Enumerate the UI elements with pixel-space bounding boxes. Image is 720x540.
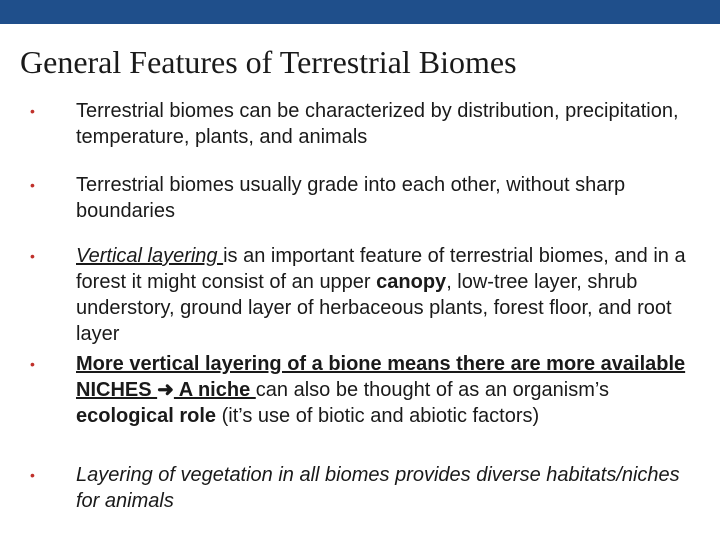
term-ecological-role: ecological role [76,405,217,427]
bullet-dot: • [30,248,35,264]
emphasis-niches: More vertical layering of a bione means there are more available NICHES [76,353,686,401]
bullet-item-3 [30,243,690,347]
bullet-text: Terrestrial biomes usually grade into each other, without sharp boundaries [76,174,626,222]
top-accent-bar [0,0,720,24]
bullet-item-4 [30,351,690,429]
term-canopy: canopy [376,271,447,293]
bullet-dot: • [30,177,35,193]
bullet-dot: • [30,356,35,372]
bullet-text: Layering of vegetation in all biomes provides diverse habitats/niches for animals [76,464,680,512]
slide-title: General Features of Terrestrial Biomes [20,44,517,80]
bullet-dot: • [30,467,35,483]
bullet-item-1 [30,98,690,150]
text-run: can also be thought of as an organism’s [255,379,609,401]
term-niche: A niche [173,379,256,401]
text-run: (it’s use of biotic and abiotic factors) [216,405,540,427]
bullet-text [76,243,690,347]
arrow-icon: ➜ [157,379,174,401]
bullet-dot: • [30,103,35,119]
text-run: , low-tree layer, shrub understory, ground layer of herbaceous plants, forest floor, and root layer [76,271,672,345]
bullet-text [76,351,690,429]
bullet-item-5 [30,462,690,514]
bullet-text: Terrestrial biomes can be characterized by distribution, precipitation, temperature, plants, and animals [76,100,679,148]
text-run: is an important feature of terrestrial biomes, and in a forest it might consist of an upper [76,245,686,293]
term-vertical-layering: Vertical layering [76,245,224,267]
bullet-item-2 [30,172,690,224]
